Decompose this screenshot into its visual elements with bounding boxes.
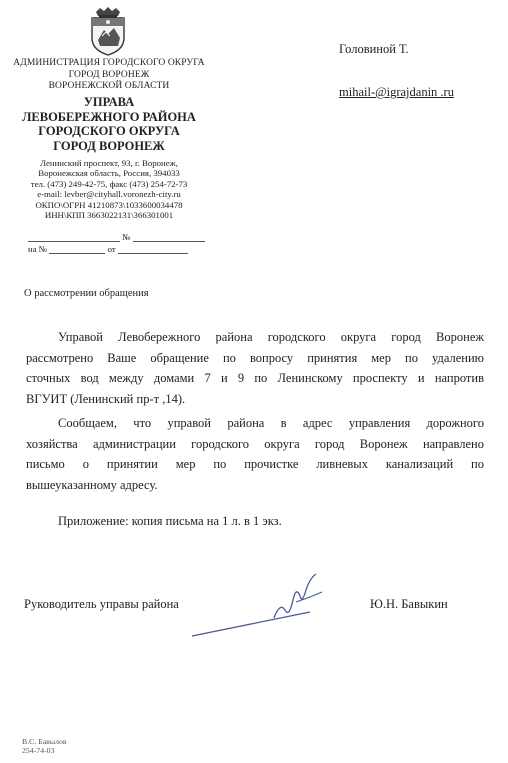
number-sign: № — [122, 232, 131, 242]
address-block — [4, 158, 214, 220]
number-blank — [133, 232, 205, 242]
org-line: АДМИНИСТРАЦИЯ ГОРОДСКОГО ОКРУГА — [13, 58, 205, 68]
incoming-number-blank — [49, 244, 105, 254]
paragraph-line: вышеуказанному адресу. — [26, 477, 158, 492]
department-title-line: УПРАВА — [83, 95, 135, 109]
paragraph-line: письмо о принятии мер по прочистке ливневых канализаций по — [26, 457, 484, 471]
paragraph-1 — [26, 327, 484, 409]
signatory-position: Руководитель управы района — [24, 597, 179, 611]
ot-label: от — [107, 244, 116, 254]
handwritten-signature — [190, 572, 340, 642]
org-line: ВОРОНЕЖСКОЙ ОБЛАСТИ — [48, 81, 170, 91]
signatory-name: Ю.Н. Бавыкин — [370, 597, 448, 611]
org-line: ГОРОД ВОРОНЕЖ — [68, 69, 150, 80]
executor-phone: 254-74-03 — [22, 746, 55, 755]
letter-body — [26, 327, 484, 532]
outgoing-number-row — [28, 232, 214, 242]
department-title-line: ГОРОД ВОРОНЕЖ — [53, 138, 165, 153]
address-line: Воронежская область, Россия, 394033 — [38, 168, 180, 179]
paragraph-line: Управой Левобережного района городского округа город Воронеж — [58, 330, 484, 344]
executor-name: В.С. Бавылов — [22, 737, 67, 746]
recipient-name: Головиной Т. — [339, 42, 409, 56]
paragraph-line: рассмотрено Ваше обращение по вопросу принятия мер по удалению — [26, 350, 484, 365]
letter-subject: О рассмотрении обращения — [24, 288, 149, 299]
phone-line: тел. (473) 249-42-75, факс (473) 254-72-73 — [30, 178, 188, 189]
incoming-date-blank — [118, 244, 188, 254]
inn-line: ИНН\КПП 3663022131\366301001 — [44, 210, 174, 221]
email-line: e-mail: levber@cityhall.voronezh-city.ru — [37, 189, 181, 200]
paragraph-line: сточных вод между домами 7 и 9 по Ленинскому проспекту и напротив — [26, 371, 484, 385]
date-blank — [28, 232, 120, 242]
okpo-line: ОКПО\ОГРН 41210873\1033600034478 — [35, 199, 183, 210]
department-title — [4, 95, 214, 153]
incoming-number-row — [28, 244, 214, 254]
attachment-note: Приложение: копия письма на 1 л. в 1 экз. — [58, 514, 282, 528]
org-header — [4, 58, 214, 93]
paragraph-line: хозяйства администрации городского округа город Воронеж направлено — [26, 436, 484, 451]
coat-of-arms-emblem — [88, 6, 128, 56]
paragraph-line: Сообщаем, что управой района в адрес управления дорожного — [58, 416, 484, 430]
na-label: на № — [28, 244, 48, 254]
paragraph-line: ВГУИТ (Ленинский пр-т ,14). — [26, 391, 186, 406]
recipient-email: mihail-@igrajdanin .ru — [339, 85, 454, 99]
address-line: Ленинский проспект, 93, г. Воронеж, — [40, 158, 178, 168]
department-title-line: ГОРОДСКОГО ОКРУГА — [38, 124, 180, 138]
paragraph-2 — [26, 413, 484, 495]
department-title-line: ЛЕВОБЕРЕЖНОГО РАЙОНА — [22, 109, 196, 124]
